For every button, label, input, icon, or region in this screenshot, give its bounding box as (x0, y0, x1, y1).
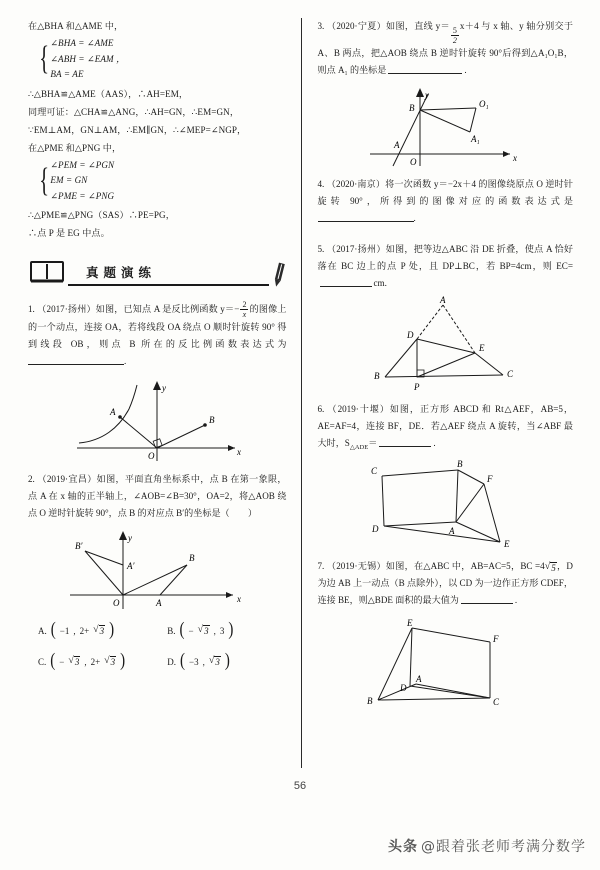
choice-A[interactable]: A. ( −1 , 2+ √ 3 ) (38, 619, 115, 640)
q6-label-F: F (487, 474, 493, 485)
q1-text-b: 的图像上的一个动点，连接 OA，若将线段 OA 绕点 O 顺时针旋转 90° 得到线段 OB，则点 B 所在的反比例函数表达式为 (28, 304, 287, 349)
q6-label-E: E (504, 539, 510, 550)
q7-source: （2019·无锡） (326, 561, 386, 572)
question-7: 7. （2019·无锡）如图，在△ABC 中，AB=AC=5，BC =4 √ 5 ，D 为边 AB 上一动点（B 点除外），以 CD 为一边作正方形 CDEF，连接 BE，则△BDE 面积的最大值为 . E F A D B C (318, 558, 574, 716)
q2-choices (28, 619, 287, 671)
choice-A-radicand: 3 (99, 626, 105, 636)
q6-text-a: 如图，正方形 ABCD 和 Rt△AEF，AB=5，AE=AF=4，连接 BF，DE．若△AEF 绕点 A 旋转，当∠ABF 最大时，S (317, 403, 573, 448)
q6-answer-blank[interactable] (379, 437, 431, 447)
q7-answer-blank[interactable] (461, 594, 513, 604)
question-5 (318, 241, 574, 395)
q5-label-P: P (414, 381, 420, 392)
q2-label-B: B (188, 553, 195, 563)
question-2 (28, 471, 287, 669)
q6-label-B: B (457, 459, 463, 470)
proof-line-4: ∵EM⊥AM，GN⊥AM，∴EM∥GN，∴∠MEP=∠NGP， (28, 124, 247, 135)
q2-label-x: x (236, 594, 241, 604)
q1-number: 1. (28, 304, 35, 314)
left-brace-icon: { (39, 40, 50, 78)
proof-line-7: ∴点 P 是 EG 中点。 (28, 228, 110, 238)
right-column (301, 18, 574, 768)
q6-label-A: A (449, 526, 455, 537)
q3-source: （2020·宁夏） (326, 21, 387, 31)
choice-C-y-radicand: 3 (110, 657, 116, 667)
choice-B[interactable]: B. ( − √ 3 , 3 ) (167, 619, 234, 640)
left-column (28, 18, 301, 768)
proof-line-3: 同理可证：△CHA≌△ANG，∴AH=GN，∴EM=GN， (28, 106, 240, 117)
choice-D-radicand: 3 (215, 657, 220, 667)
q3-answer-blank[interactable] (388, 64, 462, 74)
q6-area-subscript: △ADE (349, 443, 369, 451)
q2-number: 2. (28, 474, 35, 484)
q5-text-b: cm. (373, 277, 387, 288)
q5-label-C: C (507, 368, 514, 379)
question-6: 6. （2019·十堰）如图，正方形 ABCD 和 Rt△AEF，AB=5，AE=AF=4，连接 BF，DE．若△AEF 绕点 A 旋转，当∠ABF 最大时，$S_{\triangle ADE}=$ . C B F D A E (318, 401, 574, 553)
choice-D[interactable]: D. ( −3 , √ 3 ) (167, 650, 230, 671)
q7-label-F: F (493, 634, 499, 645)
q7-label-C: C (493, 697, 500, 708)
choice-C-x-radicand: 3 (74, 657, 80, 667)
pencil-icon (273, 262, 285, 293)
q6-source: （2019·十堰） (327, 403, 390, 414)
watermark (388, 836, 586, 856)
q2-label-A: A (155, 598, 162, 608)
q7-label-A: A (416, 674, 422, 685)
q3-number: 3. (317, 21, 325, 31)
q1-label-A: A (110, 407, 116, 417)
q7-text-b: ，D 为边 AB 上一动点（B 点除外），以 CD 为一边作正方形 CDEF，连接 BE，则△BDE 面积的最大值为 (317, 561, 573, 606)
q3-label-O1: O₁ (479, 98, 489, 109)
choice-C-y-prefix: 2+ (90, 656, 101, 667)
q3-text-b: x＋4 与 x 轴、y 轴分别交于 A、B 两点，把△AOB 绕点 B 逆时针旋转 90°后得到△A₁O₁B，则点 A₁ 的坐标是 (317, 21, 573, 75)
q6-label-C: C (371, 466, 378, 477)
choice-A-label: A. (38, 625, 47, 636)
q7-number: 7. (317, 561, 325, 572)
q7-label-E: E (407, 618, 413, 629)
q5-number: 5. (317, 243, 325, 254)
q5-text-a: 如图，把等边△ABC 沿 DE 折叠，使点 A 恰好落在 BC 边上的点 P 处，且 DP⊥BC，若 BP=4cm，则 EC= (317, 243, 573, 271)
q5-answer-blank[interactable] (320, 277, 372, 287)
q2-label-O: O (112, 598, 120, 608)
brace1-line-1: ∠BHA = ∠AME (50, 38, 114, 48)
q4-number: 4. (317, 178, 325, 189)
q1-fraction: − $\frac{2}{x}$ (234, 300, 247, 319)
q3-frac-numerator: 5 (452, 25, 457, 35)
q6-number: 6. (317, 403, 325, 414)
q5-figure (318, 295, 574, 395)
choice-B-radicand: 3 (204, 626, 209, 636)
page-number: 56 (293, 780, 307, 792)
choice-A-y-prefix: 2+ (79, 625, 90, 636)
q2-source: （2019·宜昌） (37, 474, 97, 484)
q3-figure (318, 82, 574, 170)
q3-fraction (451, 26, 459, 45)
q3-frac-denominator: 2 (452, 35, 457, 45)
q1-figure (28, 373, 287, 465)
q7-figure (318, 612, 574, 716)
choice-D-x: −3 (189, 656, 199, 667)
choice-B-y: 3 (219, 625, 225, 636)
q3-label-A1: A₁ (471, 133, 480, 144)
proof-brace-group-2 (36, 158, 287, 205)
q1-frac-numerator: 2 (242, 300, 247, 309)
q7-radicand: 5 (551, 563, 556, 574)
proof-line-5: 在△PME 和△PNG 中， (28, 142, 122, 153)
proof-line-1: 在△BHA 和△AME 中， (28, 21, 124, 31)
q3-label-y: y (425, 89, 430, 100)
q2-text: 如图，平面直角坐标系中，点 B 在第一象限，点 A 在 x 轴的正半轴上，∠AOB=∠B=30°，OA=2，将△AOB 绕点 O 逆时针旋转 90°，点 B 的对应点 B′的坐标是（ ） (28, 474, 287, 518)
brace2-line-3: ∠PME = ∠PNG (50, 190, 115, 201)
q5-label-D: D (407, 329, 414, 340)
q6-figure (318, 458, 574, 552)
section-rule (68, 284, 269, 286)
q2-figure (28, 525, 287, 613)
section-header (28, 260, 287, 290)
brace1-line-3: BA = AE (50, 69, 84, 79)
q2-label-B-prime: B′ (74, 541, 83, 551)
q1-answer-blank[interactable] (28, 355, 124, 365)
q3-text-a: 如图，直线 y＝ (386, 21, 450, 31)
open-book-icon (30, 260, 64, 289)
question-4: 4. （2020·南京）将一次函数 y＝−2x＋4 的图像绕原点 O 逆时针旋转 90°，所得到的图像对应的函数表达式是 . (317, 178, 573, 223)
watermark-source: 头条 (388, 839, 418, 855)
q3-label-A: A (394, 139, 400, 150)
q3-label-O: O (410, 156, 417, 167)
q7-radical: √ 5 (544, 561, 556, 574)
q5-label-E: E (479, 342, 485, 353)
watermark-handle: @跟着张老师考满分数学 (421, 839, 586, 855)
q2-label-y: y (127, 533, 132, 543)
proof-line-6: ∴△PME≌△PNG（SAS）∴PE=PG， (28, 210, 175, 220)
section-title: 真题演练 (86, 266, 157, 280)
q5-source: （2017·扬州） (326, 243, 386, 254)
q1-text-a: 如图，已知点 A 是反比例函数 y＝ (95, 304, 235, 314)
q1-label-y: y (162, 383, 167, 393)
q6-label-D: D (372, 524, 379, 535)
q5-label-A: A (440, 294, 446, 305)
brace2-line-2: EM = GN (50, 175, 88, 185)
q4-answer-blank[interactable] (318, 212, 414, 222)
brace1-line-2: ∠ABH = ∠EAM ， (50, 53, 126, 64)
q7-label-D: D (400, 683, 407, 694)
q2-label-A-prime: A′ (126, 561, 135, 571)
proof-line-2: ∴△BHA≌△AME（AAS），∴AH=EM， (28, 88, 189, 99)
question-3: 3. （2020·宁夏）如图，直线 y＝ $\frac{5}{2}$ x＋4 与 x 轴、y 轴分别交于 A、B 两点，把△AOB 绕点 B 逆时针旋转 90°后得到△A₁O₁B，则点 A₁ 的坐标是 . B O₁ A₁ A O x y (318, 18, 574, 170)
choice-D-label: D. (167, 656, 176, 667)
choice-C-label: C. (38, 656, 47, 667)
q4-text: 将一次函数 y＝−2x＋4 的图像绕原点 O 逆时针旋转 90°，所得到的图像对应的函数表达式是 (317, 178, 573, 206)
brace2-line-1: ∠PEM = ∠PGN (50, 159, 115, 170)
proof-block (28, 18, 287, 242)
q4-source: （2020·南京） (326, 178, 386, 189)
choice-A-x: −1 (59, 625, 70, 636)
q7-text-a: 如图，在△ABC 中，AB=AC=5，BC =4 (385, 561, 545, 572)
two-column-layout (28, 18, 573, 768)
q1-frac-denominator: x (242, 310, 247, 319)
q6-text-b: ＝ (368, 437, 378, 448)
q1-source: （2017·扬州） (37, 304, 96, 314)
choice-B-label: B. (167, 625, 176, 636)
q1-label-x: x (237, 447, 242, 457)
question-1: 1. （2017·扬州）如图，已知点 A 是反比例函数 y＝− $\frac{2}{x}$ 的图像上的一个动点，连接 OA，若将线段 OA 绕点 O 顺时针旋转 90° 得到线段 OB，则点 B 所在的反比例函数表达式为 . A B O x y (28, 300, 287, 465)
q1-label-O: O (148, 451, 155, 461)
q7-label-B: B (367, 696, 373, 707)
choice-C[interactable]: C. ( − √ 3 , 2+ √ 3 ) (38, 650, 126, 671)
q1-label-B: B (209, 415, 215, 425)
q3-label-B: B (409, 102, 415, 113)
proof-brace-group-1 (36, 36, 287, 83)
q5-label-B: B (374, 370, 380, 381)
left-brace-icon: { (39, 161, 50, 199)
q3-label-x: x (513, 152, 518, 163)
